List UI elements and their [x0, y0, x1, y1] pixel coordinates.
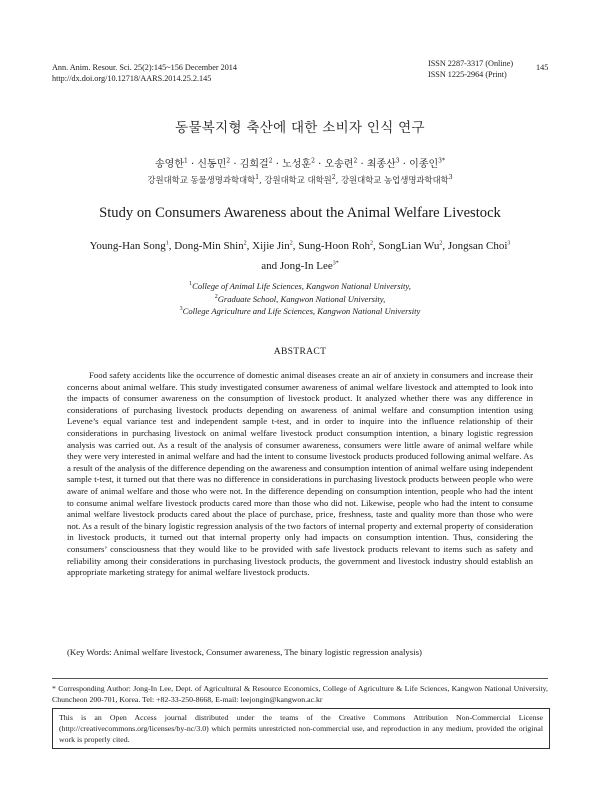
author-connector: and [261, 260, 280, 272]
affiliation-sup: 1 [189, 281, 193, 288]
author-name: 강원대학교 대학원 [264, 175, 332, 185]
author-sup: 2 [353, 157, 358, 165]
korean-title: 동물복지형 축산에 대한 소비자 인식 연구 [175, 120, 425, 136]
page-number: 145 [536, 63, 549, 72]
author-sup: 2 [370, 240, 374, 247]
korean-affiliations: 강원대학교 동물생명과학대학$^1$, 강원대학교 대학원$^2$, 강원대학교 농업생명과학대학$^3$ [147, 174, 453, 185]
affiliation-line [0, 293, 600, 306]
author-sup: 3* [438, 157, 445, 165]
doi-link[interactable]: http://dx.doi.org/10.12718/AARS.2014.25.2.145 [52, 74, 212, 83]
author-sup: 2 [439, 240, 443, 247]
abstract-paragraph: Food safety accidents like the occurrence of domestic animal diseases create an air of anxiety in consumers and increase their concerns about animal welfare. This study investigated consumer awareness of animal welfare livestock and attempted to look into the impacts of consumer awareness on the consumption of livestock product. It analyzed whether there was any difference in considerations of purchasing livestock products depending on awareness of animal welfare and consumption intention using Levene’s equal variance test and independent sample t-test, and in order to inquire into the influence relationship of their considerations in purchasing livestock on animal welfare livestock product consumption intention, a binary logistic regression analysis was carried out. As a result of the analysis of consumer awareness, consumers were little aware of animal welfare while they were very interested in animal welfare and had the intent to consume livestock products produced following animal welfare. As a result of the analysis of the difference depending on the awareness and consumption intention of animal welfare using independent sample t-test, it turned out that there was no difference in considerations in purchasing livestock products between people who were aware of animal welfare and those who were not. In the difference depending on consumption intention, people who had the intent to consume animal welfare livestock products cared more than those who did not. Likewise, people who had the intent to consume animal welfare livestock products cared about the place of purchase, price, freshness, taste and quality more than those who were not. As a result of the binary logistic regression analysis of the two factors of internal property and external property of consideration in livestock products, it turned out that internal property only had impacts on consumption intention. Thus, considering the consumers’ consciousness that they would like to be provided with safe livestock products relevant to items such as safety and reliability among their considerations in purchasing livestock products, the government and livestock industry should establish an appropriate marketing strategy for animal welfare livestock products. [67, 370, 533, 578]
author-sup: 3 [507, 240, 511, 247]
english-title: Study on Consumers Awareness about the Animal Welfare Livestock [99, 205, 501, 221]
affiliation-name: College Agriculture and Life Sciences, Kangwon National University [182, 306, 421, 316]
issn-print: ISSN 1225-2964 (Print) [428, 70, 507, 79]
english-authors [40, 236, 560, 276]
author-name: Jong-In Lee [279, 260, 333, 272]
author-sup: 2 [311, 157, 315, 165]
author-sup: 3 [448, 174, 453, 182]
affiliation-sup: 2 [214, 293, 218, 300]
open-access-notice: This is an Open Access journal distributed under the teams of the Creative Commons Attribution Non-Commercial License (http://creativecommons.org/licenses/by-nc/3.0) which permits unrestricted non-commercial use, and reproduction in any medium, provided the original work is properly cited. [52, 708, 550, 749]
author-name: Jongsan Choi [447, 240, 508, 252]
author-name: 강원대학교 농업생명과학대학 [340, 175, 449, 185]
author-sup: 2 [243, 240, 247, 247]
author-sup: 3 [395, 157, 400, 165]
author-name: 노성훈 [282, 159, 312, 170]
author-name: 이종인 [409, 159, 439, 170]
english-authors-line1: Young-Han Song$^1$, Dong-Min Shin$^2$, Xijie Jin$^2$, Sung-Hoon Roh$^2$, SongLian Wu$^2$, Jongsan Choi$^3$ [89, 240, 511, 252]
author-name: 송영한 [155, 159, 184, 170]
author-sup: 2 [226, 157, 231, 165]
author-name: 강원대학교 동물생명과학대학 [147, 175, 256, 185]
issn-online: ISSN 2287-3317 (Online) [428, 59, 514, 68]
author-sup: 2 [289, 240, 293, 247]
author-name: Xijie Jin [252, 240, 290, 252]
author-sup: 1 [165, 240, 169, 247]
affiliation-line [0, 305, 600, 318]
author-name: SongLian Wu [378, 240, 440, 252]
author-name: 오송련 [324, 159, 354, 170]
affiliation-name: Graduate School, Kangwon National University, [217, 293, 386, 304]
journal-citation [52, 62, 237, 84]
journal-line: Ann. Anim. Resour. Sci. 25(2):145~156 December 2014 [52, 63, 237, 72]
author-sup: 2 [268, 157, 273, 165]
author-sup: 2 [331, 174, 336, 182]
affiliation-line [0, 280, 600, 293]
author-name: Young-Han Song [89, 240, 166, 252]
author-sup: 1 [184, 157, 188, 165]
affiliation-name: College of Animal Life Sciences, Kangwon National University, [192, 281, 411, 291]
abstract-heading: ABSTRACT [273, 346, 327, 357]
author-name: 신동민 [197, 159, 227, 170]
author-name: 김희걸 [239, 159, 269, 170]
corresponding-author-footnote: * Corresponding Author: Jong-In Lee, Dept. of Agricultural & Resource Economics, College of Agriculture & Life Sciences, Kangwon National University, Chuncheon 200-701, Korea. Tel: +82-33-250-8668, E-mail: leejongin@kangwon.ac.kr [52, 684, 548, 704]
issn-block [428, 58, 513, 80]
footnote-divider [52, 678, 548, 679]
author-sup: 1 [255, 174, 260, 182]
author-name: Sung-Hoon Roh [298, 240, 371, 252]
author-name: 최종산 [366, 159, 396, 170]
korean-authors: 송영한$^1$ · 신동민$^2$ · 김희걸$^2$ · 노성훈$^2$ · 오송련$^2$ · 최종산$^3$ · 이종인$^{3*}$ [155, 157, 445, 170]
english-authors-line2 [40, 256, 560, 276]
author-name: Dong-Min Shin [174, 240, 244, 252]
author-sup: 3* [332, 260, 339, 267]
affiliation-sup: 3 [179, 306, 183, 313]
abstract-body [67, 370, 533, 579]
english-affiliations [0, 280, 600, 318]
keywords: (Key Words: Animal welfare livestock, Consumer awareness, The binary logistic regression analysis) [67, 647, 422, 657]
